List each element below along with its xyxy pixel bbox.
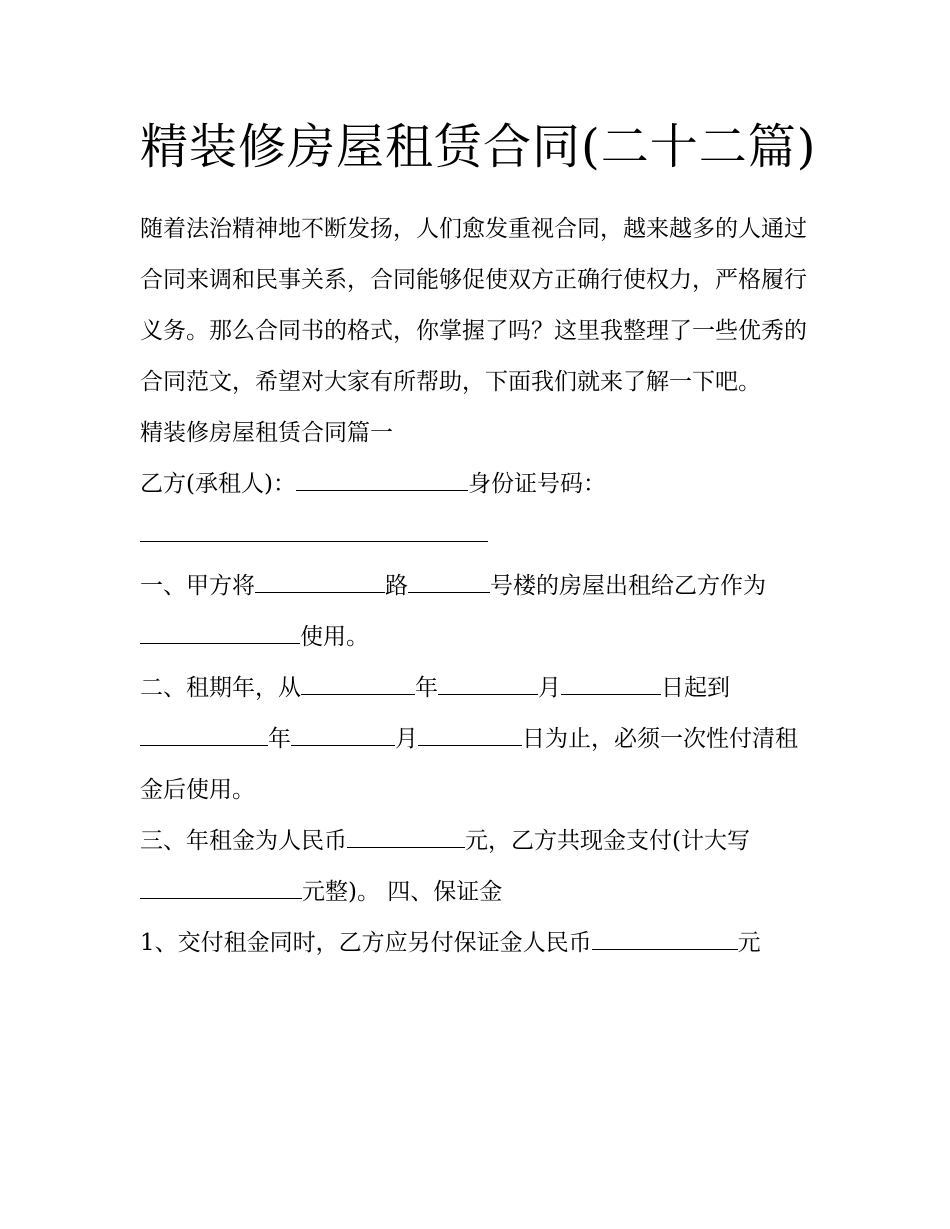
clause-4-text: 1、交付租金同时，乙方应另付保证金人民币 [140,930,592,956]
party-b-line [140,459,820,561]
deposit-blank [592,923,738,950]
intro-paragraph: 随着法治精神地不断发扬，人们愈发重视合同，越来越多的人通过合同来调和民事关系，合同能够促使双方正确行使权力，严格履行义务。那么合同书的格式，你掌握了吗？这里我整理了一些优秀的合同范文，希望对大家有所帮助，下面我们就来了解一下吧。 [140,216,807,395]
clause-2-text: 日起到 [661,675,730,701]
document-body [140,110,820,969]
end-year-blank [140,719,268,746]
document-title: 精装修房屋租赁合同(二十二篇) [140,119,817,175]
clause-4 [140,918,820,969]
id-number-label: 身份证号码： [467,471,606,497]
clause-2-text: 年 [415,675,438,701]
party-b-label: 乙方(承租人)： [140,471,296,497]
clause-1 [140,561,820,663]
start-month-blank [438,668,538,695]
road-blank [255,566,385,593]
start-year-blank [301,668,415,695]
party-b-name-blank [296,464,468,491]
id-number-blank [140,515,488,542]
clause-2-text: 月 [538,675,561,701]
clause-2-text: 日为止，必须一次性付清租金后使用。 [140,726,798,803]
clause-2-text: 年 [268,726,291,752]
clause-1-text: 使用。 [300,624,369,650]
start-day-blank [561,668,661,695]
clause-3 [140,816,820,918]
end-month-blank [291,719,395,746]
clause-4-text: 元 [737,930,761,956]
usage-blank [140,617,300,644]
end-day-blank [418,719,522,746]
annual-rent-blank [347,821,465,848]
clause-3-text: 三、年租金为人民币 [140,828,347,854]
clause-3-text: 元整)。 四、保证金 [302,879,503,905]
clause-2 [140,663,820,816]
clause-1-text: 一、甲方将 [140,573,255,599]
section-heading: 精装修房屋租赁合同篇一 [140,420,393,446]
clause-1-text: 路 [385,573,408,599]
clause-3-text: 元，乙方共现金支付(计大写 [465,828,750,854]
clause-2-text: 月 [395,726,418,752]
clause-2-text: 二、租期年，从 [140,675,301,701]
building-blank [408,566,490,593]
clause-1-text: 号楼的房屋出租给乙方作为 [490,573,766,599]
rent-in-words-blank [140,872,302,899]
